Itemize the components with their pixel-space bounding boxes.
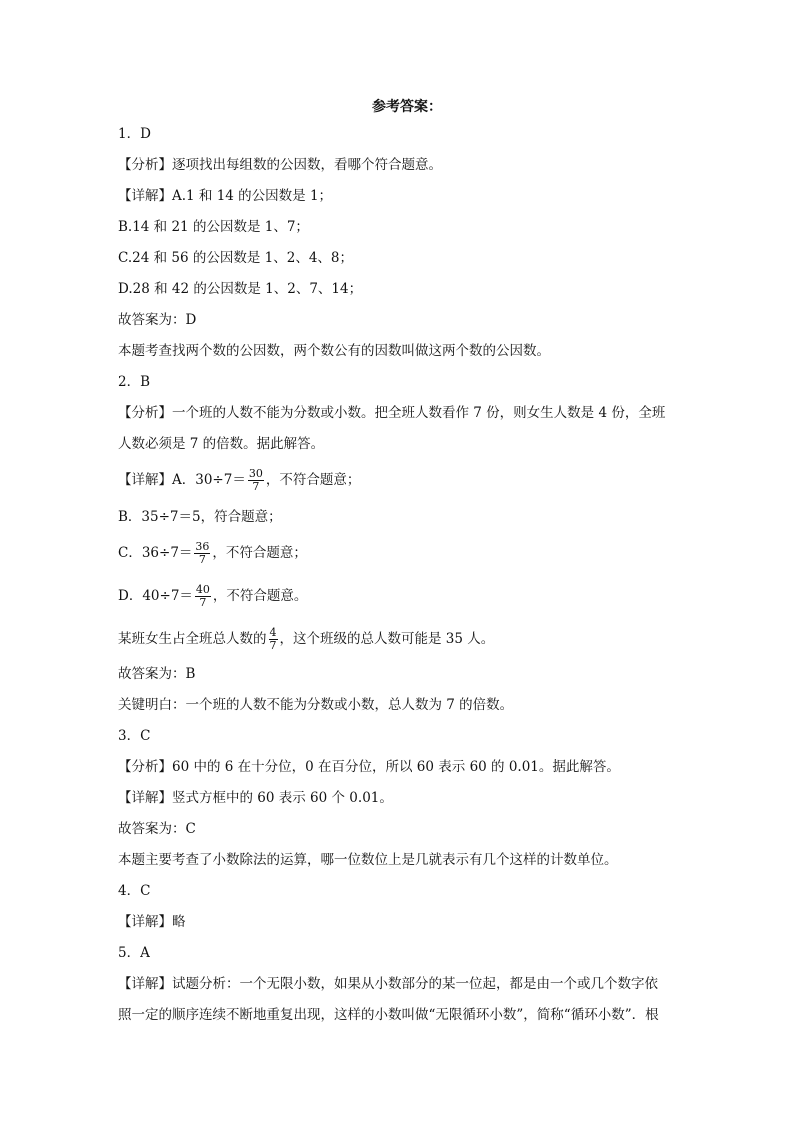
fraction	[195, 584, 211, 609]
fraction	[194, 541, 210, 566]
q3-analysis: 【分析】60 中的 6 在十分位，0 在百分位，所以 60 表示 60 的 0.01。据此解答。	[118, 759, 620, 775]
q3-summary: 本题主要考查了小数除法的运算，哪一位数位上是几就表示有几个这样的计数单位。	[118, 852, 618, 868]
q1-detail-c: C.24 和 56 的公因数是 1、2、4、8；	[118, 250, 354, 266]
fraction	[248, 468, 264, 493]
q1-detail-a: 【详解】A.1 和 14 的公因数是 1；	[118, 188, 333, 204]
q4-detail: 【详解】略	[118, 914, 186, 930]
q2-detail-a-suffix: ，不符合题意；	[265, 472, 361, 488]
q2-result-suffix: ，这个班级的总人数可能是 35 人。	[279, 631, 495, 647]
fraction-denominator: 7	[198, 553, 206, 566]
q3-detail: 【详解】竖式方框中的 60 表示 60 个 0.01。	[118, 790, 393, 806]
q2-detail-b: B．35÷7＝5，符合题意；	[118, 509, 282, 525]
q2-detail-a	[118, 468, 678, 493]
q2-answer: 2．B	[118, 374, 151, 390]
q3-conclusion: 故答案为：C	[118, 821, 196, 837]
fraction-denominator: 7	[199, 596, 207, 609]
q1-summary: 本题考查找两个数的公因数，两个数公有的因数叫做这两个数的公因数。	[118, 343, 550, 359]
fraction-numerator: 4	[269, 626, 277, 639]
q2-analysis-line1: 【分析】一个班的人数不能为分数或小数。把全班人数看作 7 份，则女生人数是 4 份，全班	[118, 405, 666, 421]
q2-detail-c-prefix: C．36÷7＝	[118, 545, 193, 561]
q5-detail-line2: 照一定的顺序连续不断地重复出现，这样的小数叫做“无限循环小数”，简称“循环小数”．根	[118, 1007, 659, 1023]
q2-detail-c-suffix: ，不符合题意；	[212, 545, 307, 561]
q5-detail-line1: 【详解】试题分析：一个无限小数，如果从小数部分的某一位起，都是由一个或几个数字依	[118, 976, 658, 992]
q2-result	[118, 627, 678, 652]
q3-answer: 3．C	[118, 728, 151, 744]
fraction-denominator: 7	[269, 639, 277, 652]
q2-detail-c	[118, 541, 678, 566]
q2-analysis-line2: 人数必须是 7 的倍数。据此解答。	[118, 436, 325, 452]
q1-conclusion: 故答案为：D	[118, 312, 197, 328]
q2-detail-d	[118, 584, 678, 609]
q2-key: 关键明白：一个班的人数不能为分数或小数，总人数为 7 的倍数。	[118, 697, 514, 713]
q5-answer: 5．A	[118, 945, 150, 961]
fraction-denominator: 7	[252, 480, 260, 493]
q2-result-prefix: 某班女生占全班总人数的	[118, 631, 267, 647]
fraction	[269, 627, 278, 652]
q4-answer: 4．C	[118, 883, 151, 899]
q1-detail-d: D.28 和 42 的公因数是 1、2、7、14；	[118, 281, 363, 297]
q1-analysis: 【分析】逐项找出每组数的公因数，看哪个符合题意。	[118, 157, 442, 173]
q2-detail-a-prefix: 【详解】A．30÷7＝	[118, 472, 246, 488]
q2-detail-d-suffix: ，不符合题意。	[212, 588, 308, 604]
fraction-numerator: 40	[195, 583, 210, 596]
page-title: 参考答案：	[372, 99, 442, 115]
q1-answer: 1．D	[118, 126, 151, 142]
fraction-numerator: 30	[248, 467, 263, 480]
q2-conclusion: 故答案为：B	[118, 666, 196, 682]
q1-detail-b: B.14 和 21 的公因数是 1、7；	[118, 219, 309, 235]
q2-detail-d-prefix: D．40÷7＝	[118, 588, 193, 604]
fraction-numerator: 36	[195, 540, 210, 553]
